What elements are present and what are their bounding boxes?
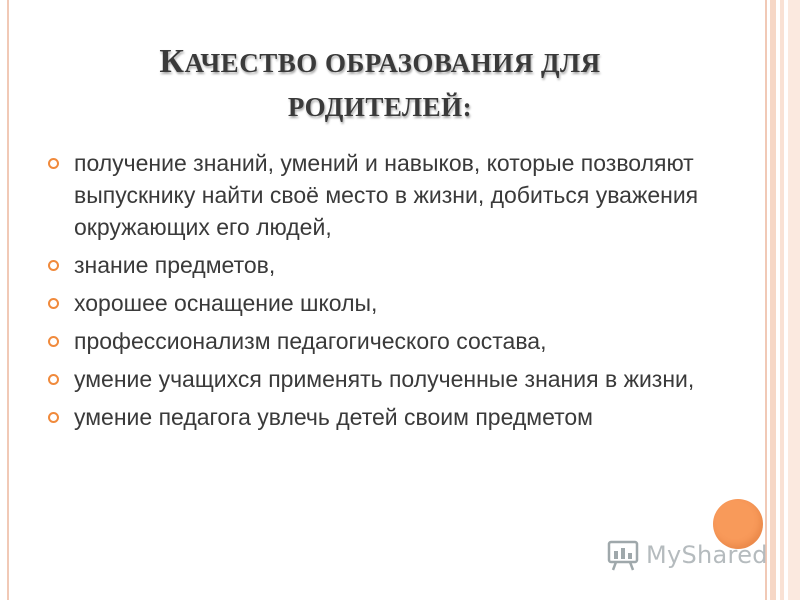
title-line-1-text: АЧЕСТВО ОБРАЗОВАНИЯ ДЛЯ <box>184 48 601 78</box>
list-item-text: умение учащихся применять полученные знания в жизни, <box>74 366 695 392</box>
title-initial: К <box>159 43 185 80</box>
circle-bullet-icon <box>48 336 59 347</box>
title-line-1 <box>80 40 680 85</box>
circle-bullet-icon <box>48 260 59 271</box>
list-item <box>46 249 706 281</box>
list-item-text: получение знаний, умений и навыков, которые позволяют выпускнику найти своё место в жизни, добиться уважения окружающих его людей, <box>74 150 699 240</box>
circle-bullet-icon <box>48 374 59 385</box>
list-item <box>46 325 706 357</box>
bullet-list <box>46 147 706 439</box>
slide-title <box>80 40 680 129</box>
list-item-text: профессионализм педагогического состава, <box>74 328 547 354</box>
circle-bullet-icon <box>48 158 59 169</box>
circle-bullet-icon <box>48 298 59 309</box>
watermark-text: MyShared <box>646 541 768 569</box>
list-item <box>46 287 706 319</box>
list-item-text: умение педагога увлечь детей своим предметом <box>74 404 593 430</box>
title-line-2: РОДИТЕЛЕЙ: <box>287 92 473 122</box>
list-item <box>46 363 706 395</box>
decorative-stripe <box>788 0 800 600</box>
watermark <box>606 535 768 575</box>
circle-bullet-icon <box>48 412 59 423</box>
list-item <box>46 401 706 433</box>
list-item-text: хорошее оснащение школы, <box>74 290 378 316</box>
list-item <box>46 147 706 243</box>
presentation-board-icon <box>606 538 640 572</box>
decorative-stripe <box>780 0 784 600</box>
decorative-stripe <box>770 0 776 600</box>
list-item-text: знание предметов, <box>74 252 276 278</box>
